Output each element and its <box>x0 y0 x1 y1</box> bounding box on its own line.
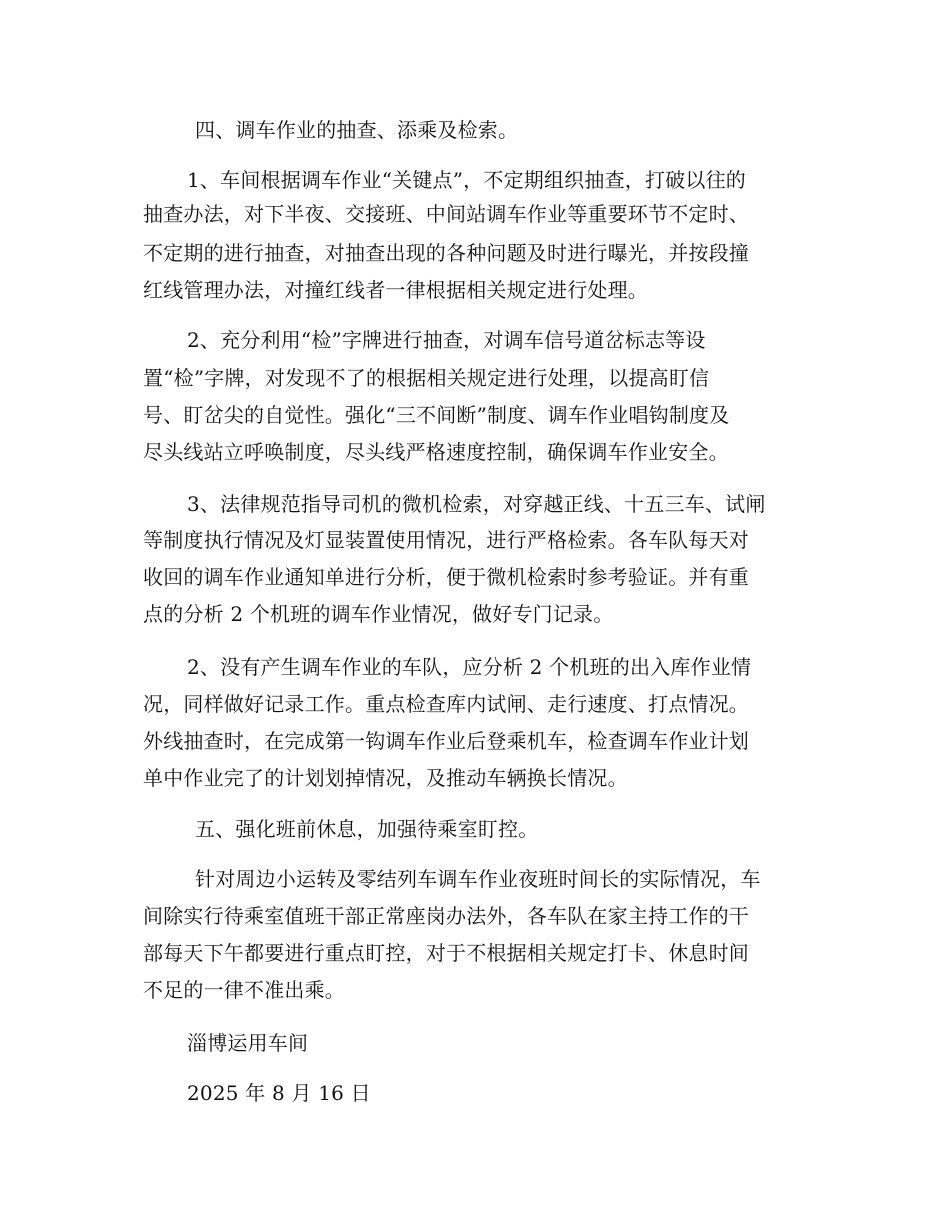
paragraph-line: 3、法律规范指导司机的微机检索，对穿越正线、十五三车、试闸 <box>187 492 766 516</box>
paragraph-line: 间除实行待乘室值班干部正常座岗办法外，各车队在家主持工作的干 <box>143 904 749 928</box>
paragraph-line: 号、盯岔尖的自觉性。强化“三不间断”制度、调车作业唱钩制度及 <box>143 403 730 427</box>
paragraph-line: 2、充分利用“检”字牌进行抽查，对调车信号道岔标志等设 <box>187 328 706 352</box>
paragraph-line: 点的分析 2 个机班的调车作业情况，做好专门记录。 <box>143 602 614 626</box>
paragraph-line: 部每天下午都要进行重点盯控，对于不根据相关规定打卡、休息时间 <box>143 941 749 965</box>
paragraph-line: 1、车间根据调车作业“关键点”，不定期组织抽查，打破以往的 <box>187 168 746 192</box>
section-4-heading: 四、调车作业的抽查、添乘及检索。 <box>195 118 519 142</box>
paragraph-line: 外线抽查时，在完成第一钩调车作业后登乘机车，检查调车作业计划 <box>143 729 749 753</box>
paragraph-line: 收回的调车作业通知单进行分析，便于微机检索时参考验证。并有重 <box>143 565 749 589</box>
paragraph-line: 不定期的进行抽查，对抽查出现的各种问题及时进行曝光，并按段撞 <box>143 241 749 265</box>
paragraph-line: 置“检”字牌，对发现不了的根据相关规定进行处理，以提高盯信 <box>143 366 710 390</box>
date: 2025 年 8 月 16 日 <box>187 1081 371 1105</box>
paragraph-line: 红线管理办法，对撞红线者一律根据相关规定进行处理。 <box>143 278 648 302</box>
section-5-heading: 五、强化班前休息，加强待乘室盯控。 <box>195 817 539 841</box>
paragraph-line: 不足的一律不准出乘。 <box>143 978 345 1002</box>
paragraph-line: 2、没有产生调车作业的车队，应分析 2 个机班的出入库作业情 <box>187 655 752 679</box>
paragraph-line: 等制度执行情况及灯显装置使用情况，进行严格检索。各车队每天对 <box>143 528 749 552</box>
paragraph-line: 况，同样做好记录工作。重点检查库内试闸、走行速度、打点情况。 <box>143 692 749 716</box>
paragraph-line: 抽查办法，对下半夜、交接班、中间站调车作业等重要环节不定时、 <box>143 202 749 226</box>
paragraph-line: 针对周边小运转及零结列车调车作业夜班时间长的实际情况，车 <box>195 867 761 891</box>
paragraph-line: 单中作业完了的计划划掉情况，及推动车辆换长情况。 <box>143 766 628 790</box>
signature: 淄博运用车间 <box>187 1031 309 1055</box>
paragraph-line: 尽头线站立呼唤制度，尽头线严格速度控制，确保调车作业安全。 <box>143 440 729 464</box>
